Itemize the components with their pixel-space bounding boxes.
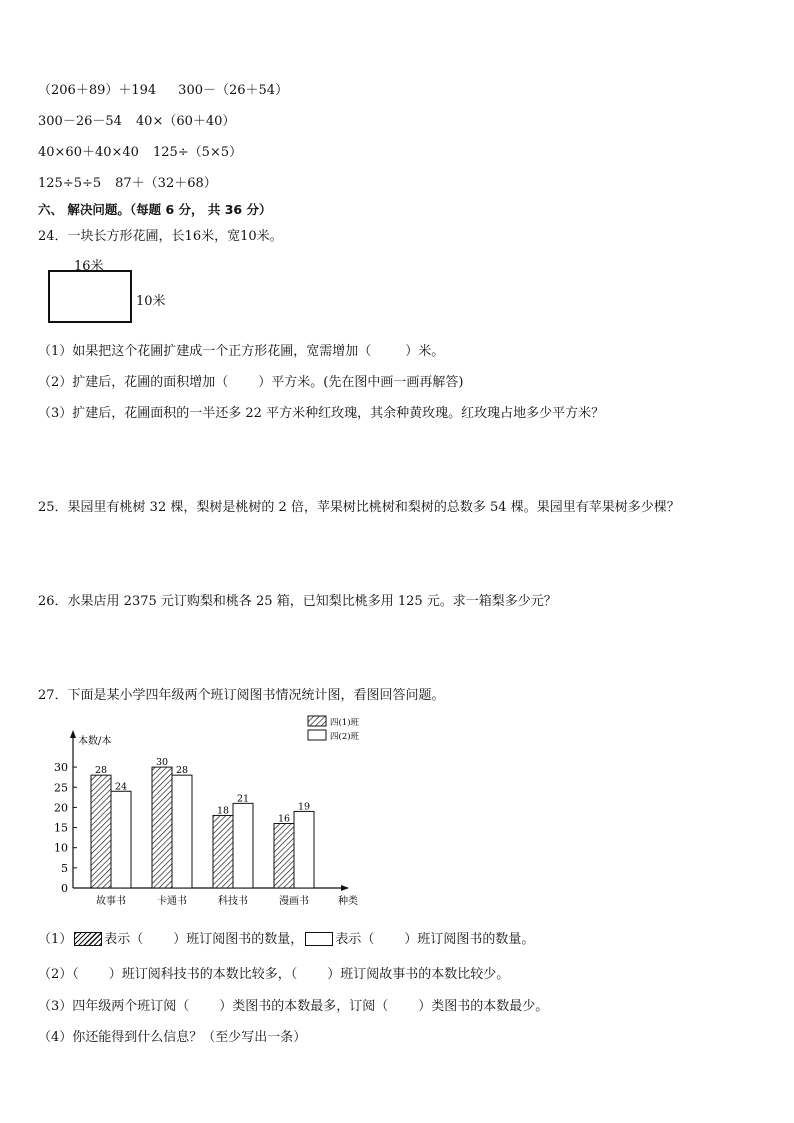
bar (152, 767, 172, 888)
y-tick-label: 25 (54, 781, 68, 795)
bar-value-label: 16 (277, 813, 291, 825)
bar (91, 775, 111, 888)
q24-p2-tail: ）平方米。(先在图中画一画再解答) (258, 375, 464, 390)
q27-part-2 (38, 967, 509, 983)
rect-width-label: 10米 (136, 294, 166, 309)
q24-p1-tail: ）米。 (405, 344, 445, 359)
calc-2b: 40×（60＋40） (135, 114, 236, 129)
q24-part-3: （3）扩建后，花圃面积的一半还多 22 平方米种红玫瑰，其余种黄玫瑰。红玫瑰占地多少平方米？ (38, 406, 605, 421)
y-tick-label: 10 (54, 841, 68, 855)
q27-p1-text2: ）班订阅图书的数量， (173, 932, 304, 947)
calc-2a: 300－26－54 (38, 114, 122, 129)
calc-line-1 (38, 83, 288, 99)
bar-value-label: 28 (94, 765, 108, 777)
category-label: 故事书 (96, 896, 126, 907)
bar-chart (50, 708, 380, 913)
q27-p2-text1: ）班订阅科技书的本数比较多，（ (108, 967, 298, 982)
calc-line-3 (38, 145, 242, 161)
rect-length-label: 16米 (74, 259, 104, 274)
legend-swatch (308, 716, 326, 726)
bar (274, 824, 294, 888)
bar-value-label: 21 (236, 793, 250, 805)
bar-value-label: 30 (155, 757, 169, 769)
y-tick-label: 0 (61, 882, 68, 895)
category-label: 漫画书 (279, 896, 309, 907)
q27-part-3 (38, 999, 548, 1015)
y-tick-label: 15 (54, 821, 68, 835)
q24-stem: 24．一块长方形花圃，长16米，宽10米。 (38, 229, 283, 244)
calc-4b: 87＋（32＋68） (115, 176, 217, 191)
calc-4a: 125÷5÷5 (38, 176, 102, 191)
q27-stem: 27．下面是某小学四年级两个班订阅图书情况统计图，看图回答问题。 (38, 688, 445, 703)
y-axis-label: 本数/本 (78, 736, 112, 747)
section-6-heading: 六、 解决问题。（每题 6 分， 共 36 分） (38, 202, 272, 217)
y-tick-label: 30 (54, 761, 68, 775)
calc-1a: （206＋89）＋194 (38, 83, 157, 98)
legend-label: 四(1)班 (330, 718, 360, 728)
calc-3b: 125÷（5×5） (152, 145, 243, 160)
hatched-legend-swatch (74, 932, 102, 946)
bar (294, 811, 314, 888)
q27-part-4: （4）你还能得到什么信息？（至少写出一条） (38, 1030, 307, 1045)
q27-p1-num: （1） (38, 932, 73, 947)
x-axis-arrow (341, 885, 349, 891)
y-axis-arrow (70, 730, 76, 738)
q26-text: 26．水果店用 2375 元订购梨和桃各 25 箱，已知梨比桃多用 125 元。求一箱梨多少元？ (38, 594, 557, 609)
q27-p1-text4: ）班订阅图书的数量。 (404, 932, 535, 947)
q25-text: 25．果园里有桃树 32 棵，梨树是桃树的 2 倍，苹果树比桃树和梨树的总数多 54 棵。果园里有苹果树多少棵？ (38, 500, 680, 515)
y-tick-label: 20 (54, 801, 68, 815)
bar-value-label: 18 (216, 805, 230, 817)
legend-label: 四(2)班 (330, 732, 360, 742)
q24-part-1 (38, 344, 444, 360)
q24-part-2 (38, 375, 463, 391)
legend-swatch (308, 730, 326, 740)
calc-1b: 300－（26＋54） (178, 83, 289, 98)
garden-rectangle (48, 270, 132, 323)
bar-value-label: 24 (114, 781, 128, 793)
q27-p2-num: （2）（ (38, 967, 79, 982)
x-axis-label: 种类 (338, 896, 358, 907)
q24-p1-text: （1）如果把这个花圃扩建成一个正方形花圃，宽需增加（ (38, 344, 372, 359)
white-legend-swatch (305, 932, 333, 946)
bar-value-label: 19 (297, 801, 311, 813)
bar (111, 791, 131, 888)
q27-p2-text2: ）班订阅故事书的本数比较少。 (327, 967, 510, 982)
bar-value-label: 28 (175, 765, 189, 777)
q27-p3-text1: （3）四年级两个班订阅（ (38, 999, 190, 1014)
bar (233, 803, 253, 888)
y-tick-label: 5 (61, 861, 68, 875)
q27-p1-text3: 表示（ (335, 932, 375, 947)
calc-line-4 (38, 176, 217, 192)
calc-line-2 (38, 114, 235, 130)
bar (172, 775, 192, 888)
q27-p1-text1: 表示（ (104, 932, 144, 947)
bar (213, 815, 233, 888)
calc-3a: 40×60＋40×40 (38, 145, 139, 160)
category-label: 科技书 (218, 896, 248, 907)
q24-p2-text: （2）扩建后，花圃的面积增加（ (38, 375, 229, 390)
q27-p3-text3: ）类图书的本数最少。 (418, 999, 549, 1014)
q27-p3-text2: ）类图书的本数最多，订阅（ (219, 999, 389, 1014)
q27-part-1 (38, 932, 534, 948)
category-label: 卡通书 (157, 896, 187, 907)
